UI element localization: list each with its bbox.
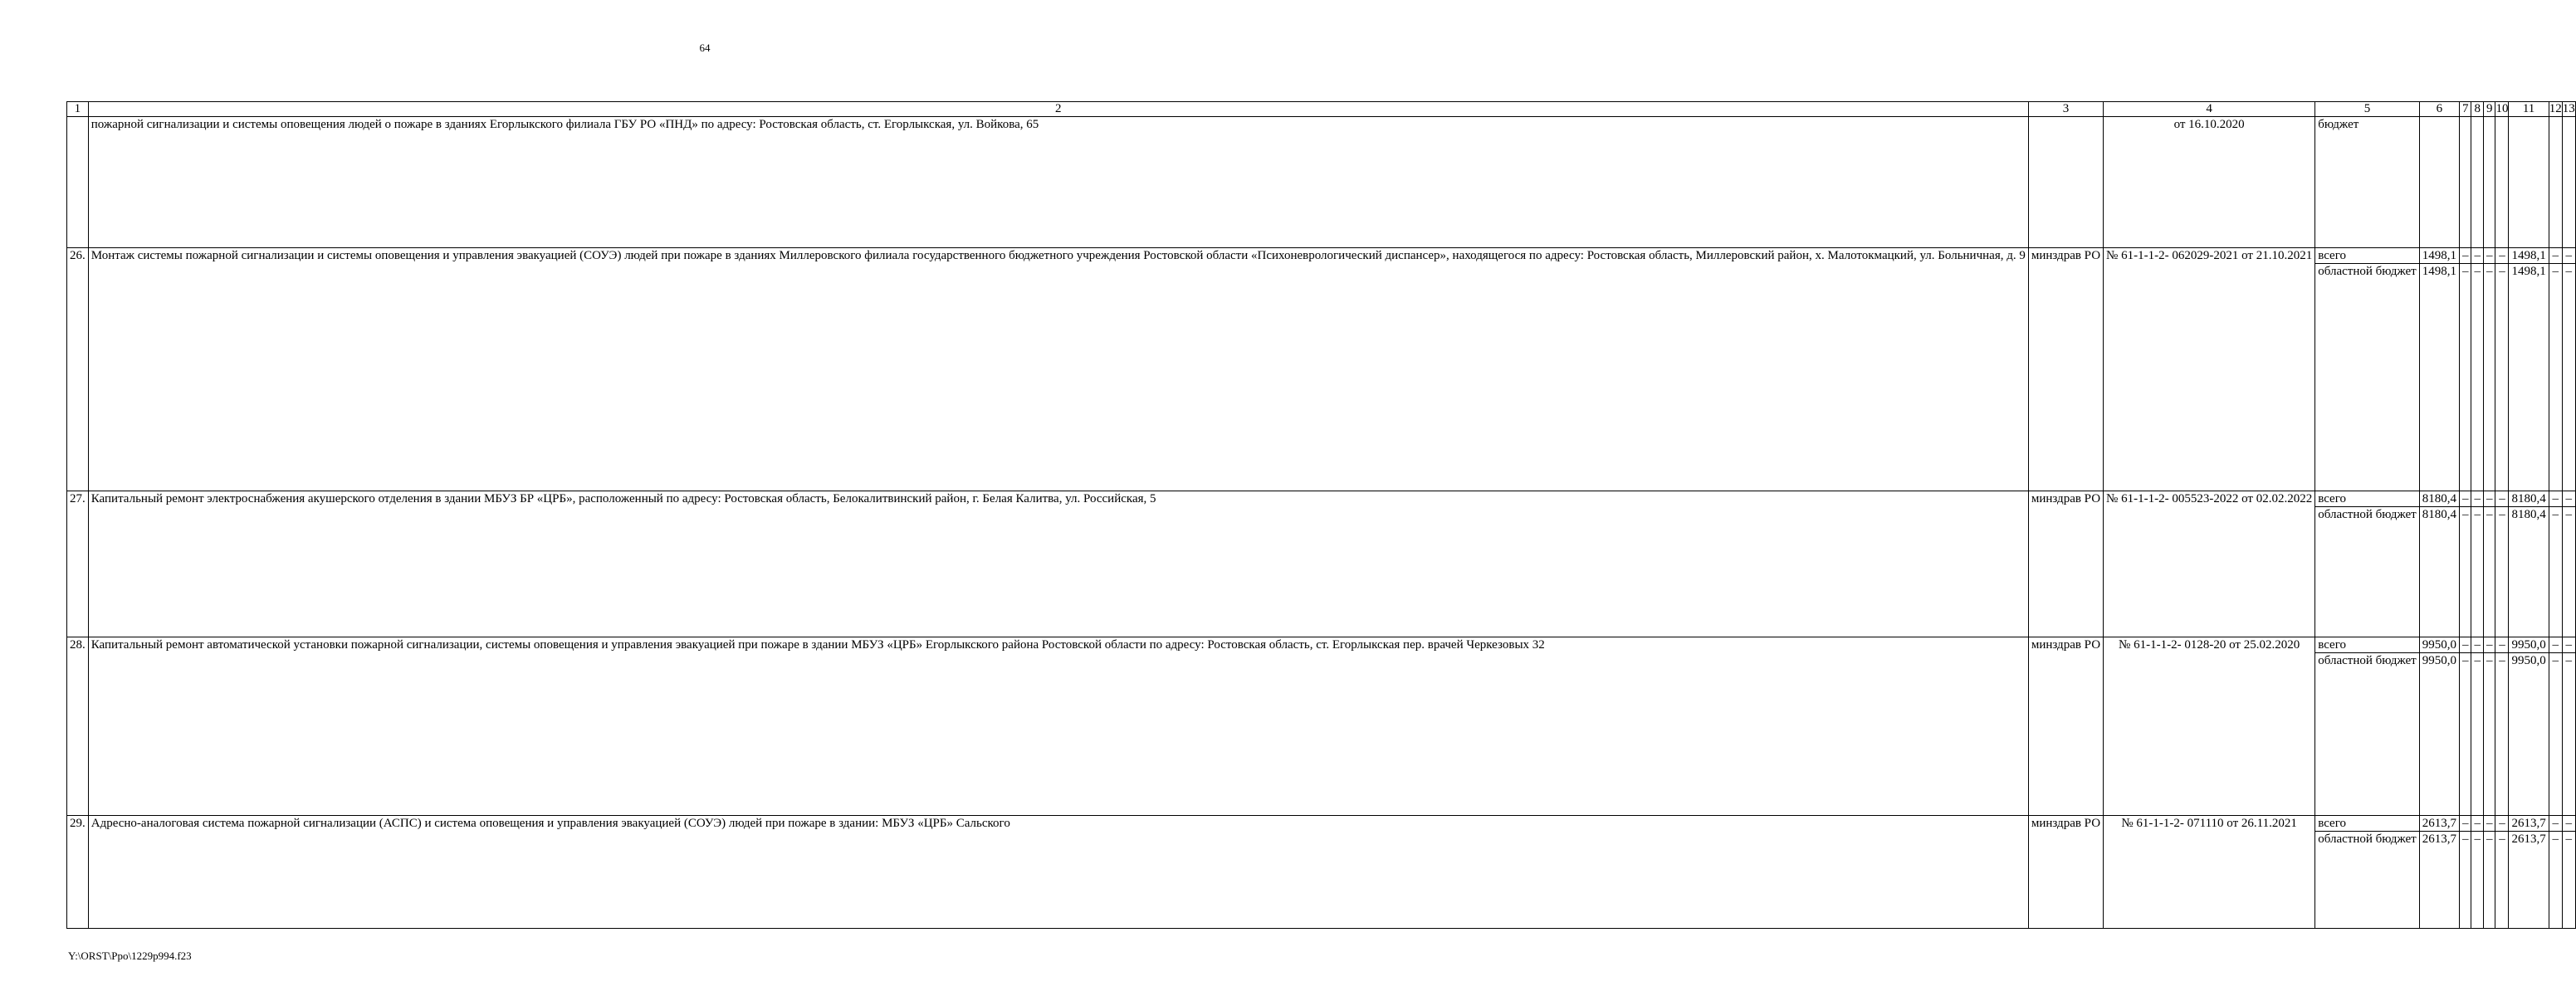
dash-cell: – bbox=[2562, 491, 2575, 507]
dash-cell: – bbox=[2562, 637, 2575, 653]
dash-cell: – bbox=[2483, 264, 2495, 491]
table-row bbox=[67, 816, 2576, 832]
customer-cell: минздрав РО bbox=[2028, 637, 2103, 816]
amount-cell: 9950,0 bbox=[2419, 653, 2459, 816]
dash-cell: – bbox=[2459, 507, 2471, 637]
column-number: 3 bbox=[2028, 102, 2103, 117]
object-description: Капитальный ремонт автоматической установки пожарной сигнализации, системы оповещения и управления эвакуацией при пожаре в здании МБУЗ «ЦРБ» Егорлыкского района Ростовской области по адресу: Ростовская область, ст. Егорлыкская пер. врачей Черкезовых 32 bbox=[88, 637, 2028, 816]
table-row bbox=[67, 117, 2576, 248]
funding-source: всего bbox=[2315, 816, 2420, 832]
document-cell: № 61-1-1-2- 0128-20 от 25.02.2020 bbox=[2104, 637, 2315, 816]
column-number: 6 bbox=[2419, 102, 2459, 117]
column-number: 13 bbox=[2562, 102, 2575, 115]
funding-source: всего bbox=[2315, 637, 2420, 653]
dash-cell: – bbox=[2562, 653, 2575, 816]
customer-cell: минздрав РО bbox=[2028, 491, 2103, 637]
document-cell: № 61-1-1-2- 071110 от 26.11.2021 bbox=[2104, 816, 2315, 929]
amount-cell: 1498,1 bbox=[2509, 264, 2549, 491]
dash-cell: – bbox=[2562, 248, 2575, 264]
column-number: 12 bbox=[2549, 102, 2562, 115]
object-description: пожарной сигнализации и системы оповещения людей о пожаре в зданиях Егорлыкского филиала ГБУ РО «ПНД» по адресу: Ростовская область, ст. Егорлыкская, ул. Войкова, 65 bbox=[88, 117, 2028, 248]
amount-cell: 1498,1 bbox=[2509, 248, 2549, 264]
dash-cell: – bbox=[2459, 832, 2471, 929]
column-number: 7 bbox=[2459, 102, 2471, 117]
column-number: 4 bbox=[2104, 102, 2315, 117]
row-number-cell bbox=[67, 117, 89, 248]
table-row bbox=[67, 637, 2576, 653]
funding-source: областной бюджет bbox=[2315, 507, 2420, 637]
dash-cell: – bbox=[2549, 637, 2562, 653]
dash-cell: – bbox=[2562, 264, 2575, 491]
amount-cell: 1498,1 bbox=[2419, 248, 2459, 264]
budget-table bbox=[66, 101, 2576, 929]
dash-cell: – bbox=[2495, 653, 2509, 816]
dash-cell: – bbox=[2549, 507, 2562, 637]
dash-cell: – bbox=[2562, 816, 2575, 832]
dash-cell: – bbox=[2483, 507, 2495, 637]
dash-cell: – bbox=[2459, 816, 2471, 832]
amount-cell: 2613,7 bbox=[2419, 832, 2459, 929]
column-number-row bbox=[67, 102, 2576, 117]
amount-cell: 9950,0 bbox=[2509, 637, 2549, 653]
funding-source: областной бюджет bbox=[2315, 264, 2420, 491]
dash-cell: – bbox=[2549, 491, 2562, 507]
funding-source: областной бюджет bbox=[2315, 653, 2420, 816]
amount-cell: 8180,4 bbox=[2509, 491, 2549, 507]
dash-cell: – bbox=[2471, 264, 2484, 491]
dash-cell: – bbox=[2495, 637, 2509, 653]
table-row bbox=[67, 248, 2576, 264]
column-number: 8 bbox=[2471, 102, 2484, 117]
column-number: 2 bbox=[88, 102, 2028, 117]
funding-source: областной бюджет bbox=[2315, 832, 2420, 929]
dash-cell: – bbox=[2549, 248, 2562, 264]
file-path-footer: Y:\ORST\Ppo\1229p994.f23 bbox=[68, 950, 192, 962]
page-number: 64 bbox=[699, 42, 711, 54]
document-cell: № 61-1-1-2- 005523-2022 от 02.02.2022 bbox=[2104, 491, 2315, 637]
dash-cell: – bbox=[2471, 653, 2484, 816]
row-number: 29. bbox=[67, 816, 89, 929]
amount-cell: 8180,4 bbox=[2419, 507, 2459, 637]
dash-cell: – bbox=[2459, 248, 2471, 264]
row-number: 28. bbox=[67, 637, 89, 816]
object-description: Капитальный ремонт электроснабжения акушерского отделения в здании МБУЗ БР «ЦРБ», расположенный по адресу: Ростовская область, Белокалитвинский район, г. Белая Калитва, ул. Российская, 5 bbox=[88, 491, 2028, 637]
dash-cell: – bbox=[2483, 653, 2495, 816]
object-description: Монтаж системы пожарной сигнализации и системы оповещения и управления эвакуацией (СОУЭ) людей при пожаре в зданиях Миллеровского филиала государственного бюджетного учреждения Ростовской области «Психоневрологический диспансер», находящегося по адресу: Ростовская область, Миллеровский район, х. Малотокмацкий, ул. Больничная, д. 9 bbox=[88, 248, 2028, 491]
amount-cell: 8180,4 bbox=[2419, 491, 2459, 507]
dash-cell: – bbox=[2459, 653, 2471, 816]
funding-source: бюджет bbox=[2315, 117, 2420, 248]
dash-cell: – bbox=[2549, 264, 2562, 491]
dash-cell: – bbox=[2495, 491, 2509, 507]
document-cell: № 61-1-1-2- 062029-2021 от 21.10.2021 bbox=[2104, 248, 2315, 491]
dash-cell: – bbox=[2483, 832, 2495, 929]
funding-source: всего bbox=[2315, 248, 2420, 264]
row-number: 27. bbox=[67, 491, 89, 637]
dash-cell: – bbox=[2471, 491, 2484, 507]
dash-cell: – bbox=[2562, 832, 2575, 929]
dash-cell: – bbox=[2471, 816, 2484, 832]
row-number: 26. bbox=[67, 248, 89, 491]
dash-cell: – bbox=[2459, 264, 2471, 491]
column-number: 1 bbox=[67, 102, 89, 117]
amount-cell: 8180,4 bbox=[2509, 507, 2549, 637]
dash-cell: – bbox=[2471, 832, 2484, 929]
dash-cell: – bbox=[2483, 491, 2495, 507]
customer-cell: минздрав РО bbox=[2028, 248, 2103, 491]
table-row bbox=[67, 491, 2576, 507]
dash-cell: – bbox=[2495, 816, 2509, 832]
column-number: 9 bbox=[2483, 102, 2495, 117]
dash-cell: – bbox=[2471, 637, 2484, 653]
amount-cell: 2613,7 bbox=[2509, 816, 2549, 832]
amount-cell: 2613,7 bbox=[2419, 816, 2459, 832]
dash-cell: – bbox=[2495, 507, 2509, 637]
dash-cell: – bbox=[2471, 248, 2484, 264]
amount-cell: 1498,1 bbox=[2419, 264, 2459, 491]
dash-cell: – bbox=[2495, 248, 2509, 264]
dash-cell: – bbox=[2495, 264, 2509, 491]
amount-cell: 9950,0 bbox=[2419, 637, 2459, 653]
object-description: Адресно-аналоговая система пожарной сигнализации (АСПС) и система оповещения и управления эвакуацией (СОУЭ) людей при пожаре в здании: МБУЗ «ЦРБ» Сальского bbox=[88, 816, 2028, 929]
amount-cell: 2613,7 bbox=[2509, 832, 2549, 929]
funding-source: всего bbox=[2315, 491, 2420, 507]
dash-cell: – bbox=[2459, 491, 2471, 507]
dash-cell: – bbox=[2549, 653, 2562, 816]
dash-cell: – bbox=[2459, 637, 2471, 653]
dash-cell: – bbox=[2549, 816, 2562, 832]
document-cell: от 16.10.2020 bbox=[2104, 117, 2315, 248]
customer-cell: минздрав РО bbox=[2028, 816, 2103, 929]
dash-cell: – bbox=[2562, 507, 2575, 637]
column-number: 5 bbox=[2315, 102, 2420, 117]
amount-cell: 9950,0 bbox=[2509, 653, 2549, 816]
dash-cell: – bbox=[2495, 832, 2509, 929]
dash-cell: – bbox=[2471, 507, 2484, 637]
column-number: 10 bbox=[2495, 102, 2509, 115]
column-number: 11 bbox=[2509, 102, 2549, 117]
customer-cell bbox=[2028, 117, 2103, 248]
dash-cell: – bbox=[2483, 637, 2495, 653]
dash-cell: – bbox=[2549, 832, 2562, 929]
dash-cell: – bbox=[2483, 816, 2495, 832]
dash-cell: – bbox=[2483, 248, 2495, 264]
